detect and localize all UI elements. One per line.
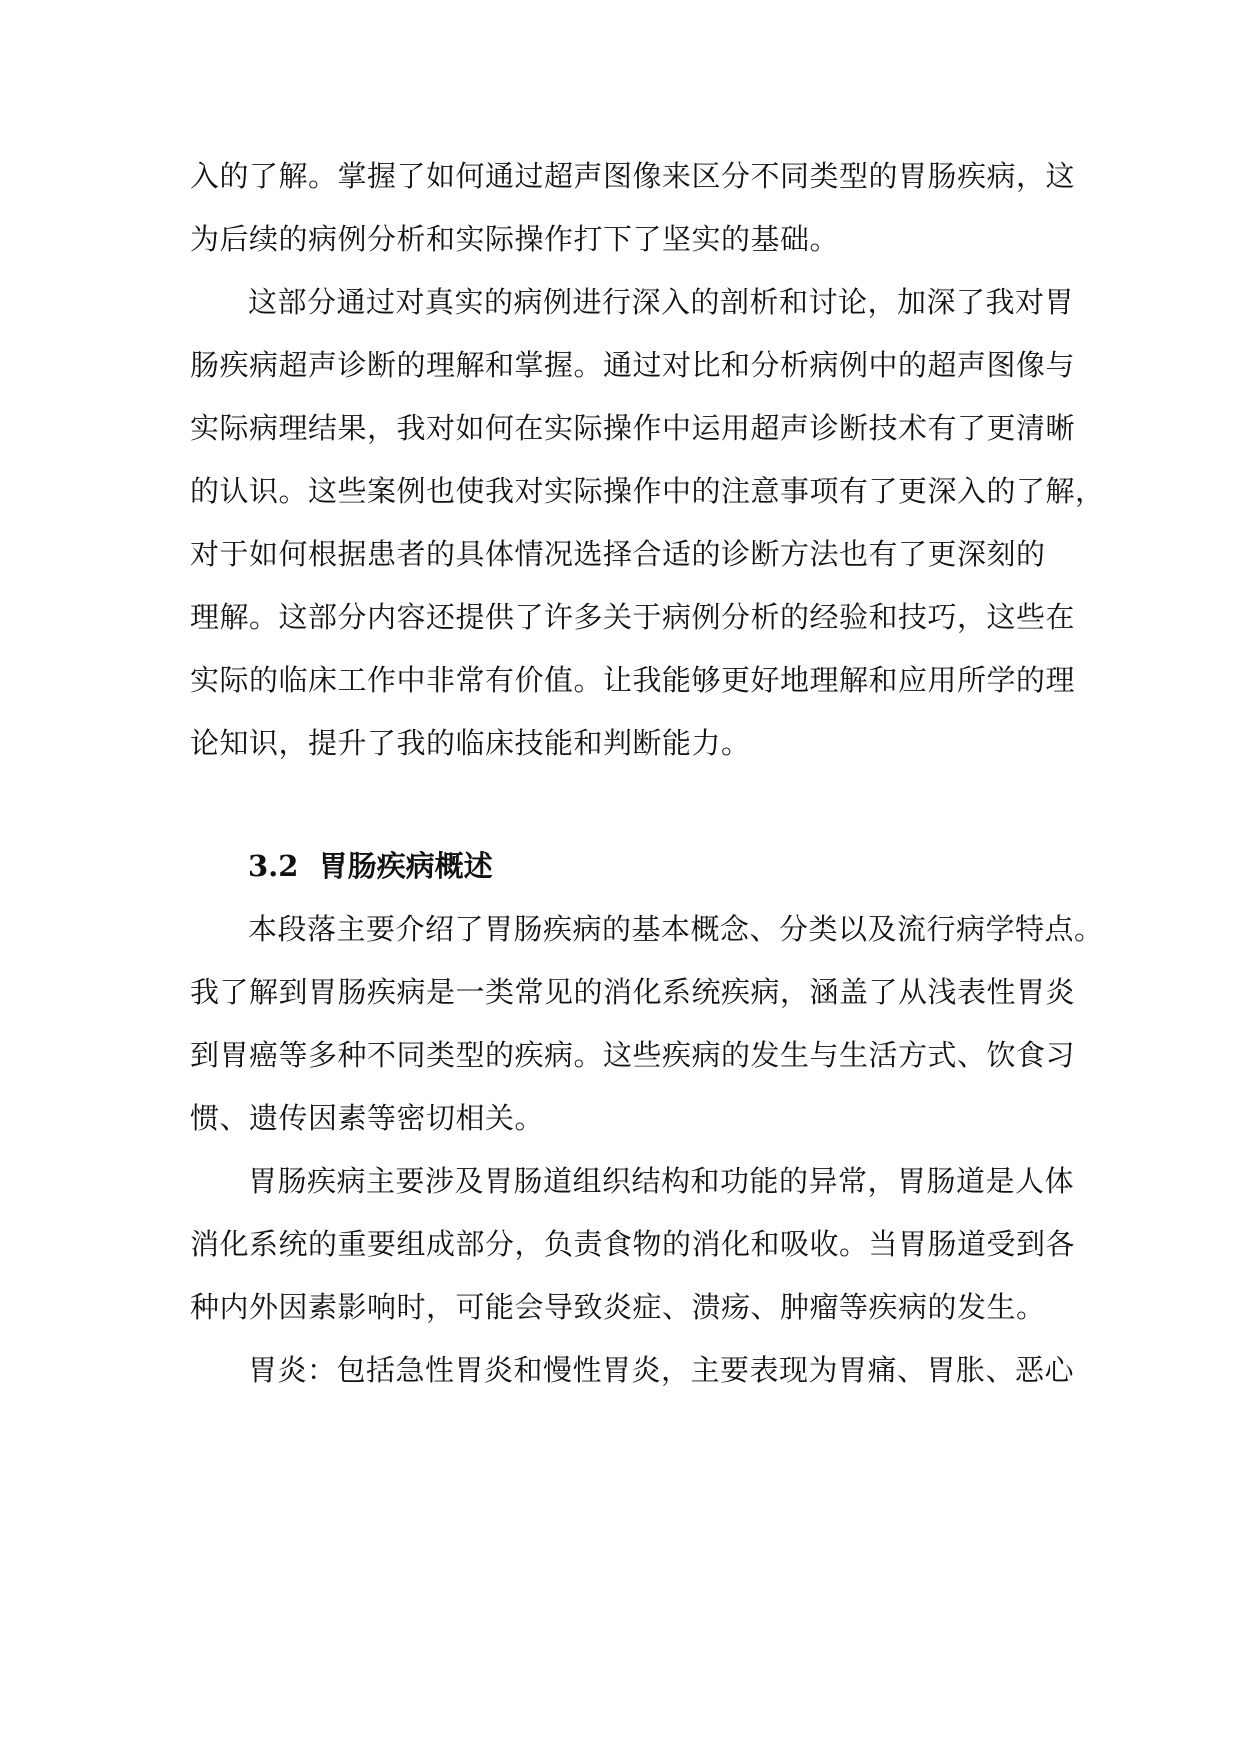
text-line: 这部分通过对真实的病例进行深入的剖析和讨论，加深了我对胃 — [248, 285, 1075, 319]
text-line: 肠疾病超声诊断的理解和掌握。通过对比和分析病例中的超声图像与 — [190, 348, 1076, 382]
text-line: 胃肠疾病主要涉及胃肠道组织结构和功能的异常，胃肠道是人体 — [248, 1164, 1075, 1198]
text-line: 实际的临床工作中非常有价值。让我能够更好地理解和应用所学的理 — [190, 663, 1076, 697]
text-line: 种内外因素影响时，可能会导致炎症、溃疡、肿瘤等疾病的发生。 — [190, 1290, 1046, 1324]
text-line: 理解。这部分内容还提供了许多关于病例分析的经验和技巧，这些在 — [190, 600, 1076, 634]
section-title: 胃肠疾病概述 — [318, 849, 493, 883]
text-line: 为后续的病例分析和实际操作打下了坚实的基础。 — [190, 222, 840, 256]
text-line: 的认识。这些案例也使我对实际操作中的注意事项有了更深入的了解， — [190, 474, 1105, 508]
text-line: 我了解到胃肠疾病是一类常见的消化系统疾病，涵盖了从浅表性胃炎 — [190, 975, 1076, 1009]
paragraph-case-analysis — [190, 271, 1105, 775]
section-heading — [190, 835, 1055, 898]
text-line: 入的了解。掌握了如何通过超声图像来区分不同类型的胃肠疾病，这 — [190, 159, 1076, 193]
paragraph-gi-tract — [190, 1150, 1076, 1339]
paragraph-gastritis — [190, 1339, 1075, 1402]
text-line: 对于如何根据患者的具体情况选择合适的诊断方法也有了更深刻的 — [190, 537, 1046, 571]
section-spacer — [190, 775, 1055, 835]
text-line: 惯、遗传因素等密切相关。 — [190, 1101, 545, 1135]
text-line: 胃炎：包括急性胃炎和慢性胃炎，主要表现为胃痛、胃胀、恶心 — [248, 1353, 1075, 1387]
text-line: 论知识，提升了我的临床技能和判断能力。 — [190, 726, 751, 760]
text-line: 本段落主要介绍了胃肠疾病的基本概念、分类以及流行病学特点。 — [248, 912, 1104, 946]
document-body — [190, 145, 1105, 1402]
section-number: 3.2 — [248, 849, 299, 883]
paragraph-overview — [190, 898, 1104, 1150]
text-line: 消化系统的重要组成部分，负责食物的消化和吸收。当胃肠道受到各 — [190, 1227, 1076, 1261]
text-line: 到胃癌等多种不同类型的疾病。这些疾病的发生与生活方式、饮食习 — [190, 1038, 1076, 1072]
paragraph-understanding-continued — [190, 145, 1076, 271]
text-line: 实际病理结果，我对如何在实际操作中运用超声诊断技术有了更清晰 — [190, 411, 1076, 445]
